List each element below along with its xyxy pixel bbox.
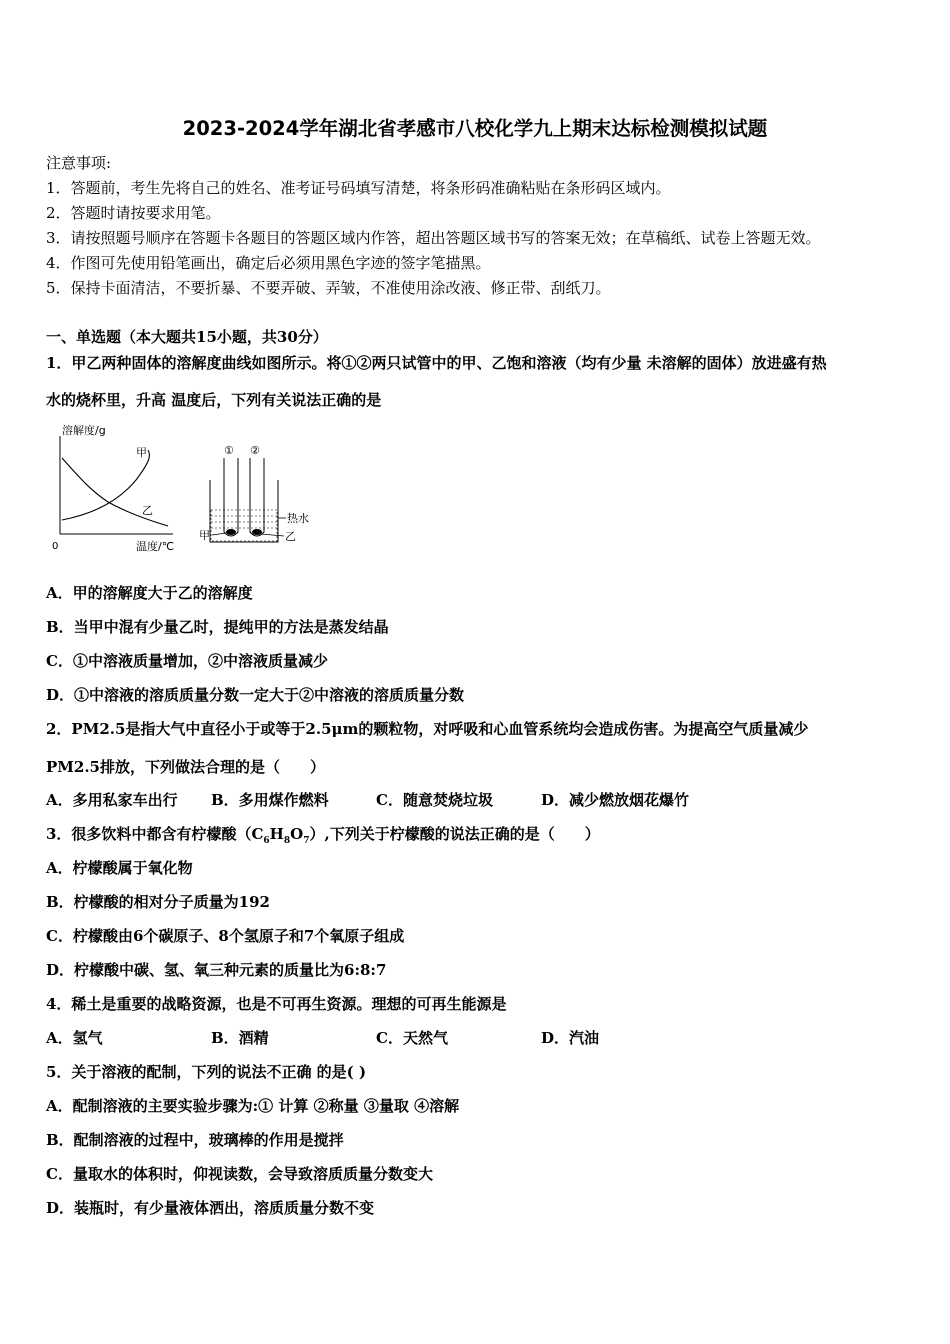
- q2-options: [46, 789, 689, 810]
- q3-formula: $C_6H_8O_7$: [251, 825, 310, 846]
- q1-stem-line2: 水的烧杯里，升高 温度后，下列有关说法正确的是: [46, 391, 382, 409]
- q4-option-c: C．天然气: [376, 1029, 448, 1047]
- q4-option-d: D．汽油: [541, 1029, 600, 1047]
- q4-option-b: B．酒精: [211, 1029, 269, 1047]
- note-item: 5．保持卡面清洁，不要折暴、不要弄破、弄皱，不准使用涂改液、修正带、刮纸刀。: [46, 279, 611, 297]
- tube-a-label: 甲: [199, 529, 210, 542]
- tube1-label: ①: [224, 444, 234, 457]
- q5-option-b: B．配制溶液的过程中，玻璃棒的作用是搅拌: [46, 1131, 344, 1149]
- q5-option-c: C．量取水的体积时，仰视读数，会导致溶质质量分数变大: [46, 1165, 433, 1183]
- q2-option-c: C．随意焚烧垃圾: [376, 791, 493, 809]
- tube2-label: ②: [250, 444, 260, 457]
- q2-stem-line1: 2．PM2.5是指大气中直径小于或等于2.5μm的颗粒物，对呼吸和心血管系统均会造成伤害。为提高空气质量减少: [46, 720, 809, 738]
- tube2: [250, 458, 264, 536]
- q1-stem-line1: 1．甲乙两种固体的溶解度曲线如图所示。将①②两只试管中的甲、乙饱和溶液（均有少量 未溶解的固体）放进盛有热: [46, 354, 827, 372]
- curve-b-label: 乙: [142, 504, 153, 517]
- q2-option-d: D．减少燃放烟花爆竹: [541, 791, 690, 809]
- q2-stem-line2: PM2.5排放，下列做法合理的是（ ）: [46, 758, 325, 776]
- q3-option-b: B．柠檬酸的相对分子质量为192: [46, 893, 270, 911]
- q1-option-c: C．①中溶液质量增加，②中溶液质量减少: [46, 652, 328, 670]
- curve-a: [62, 450, 150, 520]
- q1-option-d: D．①中溶液的溶质质量分数一定大于②中溶液的溶质质量分数: [46, 686, 465, 704]
- note-item: 4．作图可先使用铅笔画出，确定后必须用黑色字迹的签字笔描黑。: [46, 254, 491, 272]
- q4-option-a: A．氢气: [46, 1029, 103, 1047]
- q5-option-a: A．配制溶液的主要实验步骤为:① 计算 ②称量 ③量取 ④溶解: [46, 1097, 460, 1115]
- q4-stem: 4．稀土是重要的战略资源，也是不可再生资源。理想的可再生能源是: [46, 995, 507, 1013]
- note-item: 2．答题时请按要求用笔。: [46, 204, 221, 222]
- q3-option-d: D．柠檬酸中碳、氢、氧三种元素的质量比为6:8:7: [46, 961, 387, 979]
- q3-stem-pre: 3．很多饮料中都含有柠檬酸（: [46, 825, 252, 843]
- tube1: [224, 458, 238, 536]
- hot-water-label: 热水: [287, 512, 309, 525]
- beaker: [210, 480, 278, 542]
- page-title: 2023-2024学年湖北省孝感市八校化学九上期末达标检测模拟试题: [182, 117, 768, 140]
- q3-option-a: A．柠檬酸属于氧化物: [46, 859, 193, 877]
- q3-option-c: C．柠檬酸由6个碳原子、8个氢原子和7个氧原子组成: [46, 927, 405, 945]
- note-item: 1．答题前，考生先将自己的姓名、准考证号码填写清楚，将条形码准确粘贴在条形码区域内。: [46, 179, 671, 197]
- q4-options: [46, 1027, 599, 1048]
- q1-option-b: B．当甲中混有少量乙时，提纯甲的方法是蒸发结晶: [46, 618, 389, 636]
- note-item: 3．请按照题号顺序在答题卡各题目的答题区域内作答，超出答题区域书写的答案无效；在草稿纸、试卷上答题无效。: [46, 229, 821, 247]
- q5-stem: 5．关于溶液的配制，下列的说法不正确 的是( ): [46, 1063, 367, 1081]
- axis-ylabel: 溶解度/g: [62, 424, 106, 437]
- q1-figure: [48, 422, 348, 557]
- axis-origin: 0: [52, 541, 59, 552]
- q1-option-a: A．甲的溶解度大于乙的溶解度: [46, 584, 253, 602]
- axis-xlabel: 温度/℃: [136, 540, 175, 553]
- q2-option-b: B．多用煤作燃料: [211, 791, 329, 809]
- notes-heading: 注意事项:: [46, 154, 112, 172]
- tube-b-label: 乙: [285, 530, 296, 543]
- q3-stem: [46, 823, 600, 846]
- curve-a-label: 甲: [136, 446, 147, 459]
- q2-option-a: A．多用私家车出行: [46, 791, 178, 809]
- q3-stem-post: ）,下列关于柠檬酸的说法正确的是（ ）: [309, 825, 600, 843]
- section-heading: 一、单选题（本大题共15小题，共30分）: [46, 328, 328, 346]
- q5-option-d: D．装瓶时，有少量液体洒出，溶质质量分数不变: [46, 1199, 375, 1217]
